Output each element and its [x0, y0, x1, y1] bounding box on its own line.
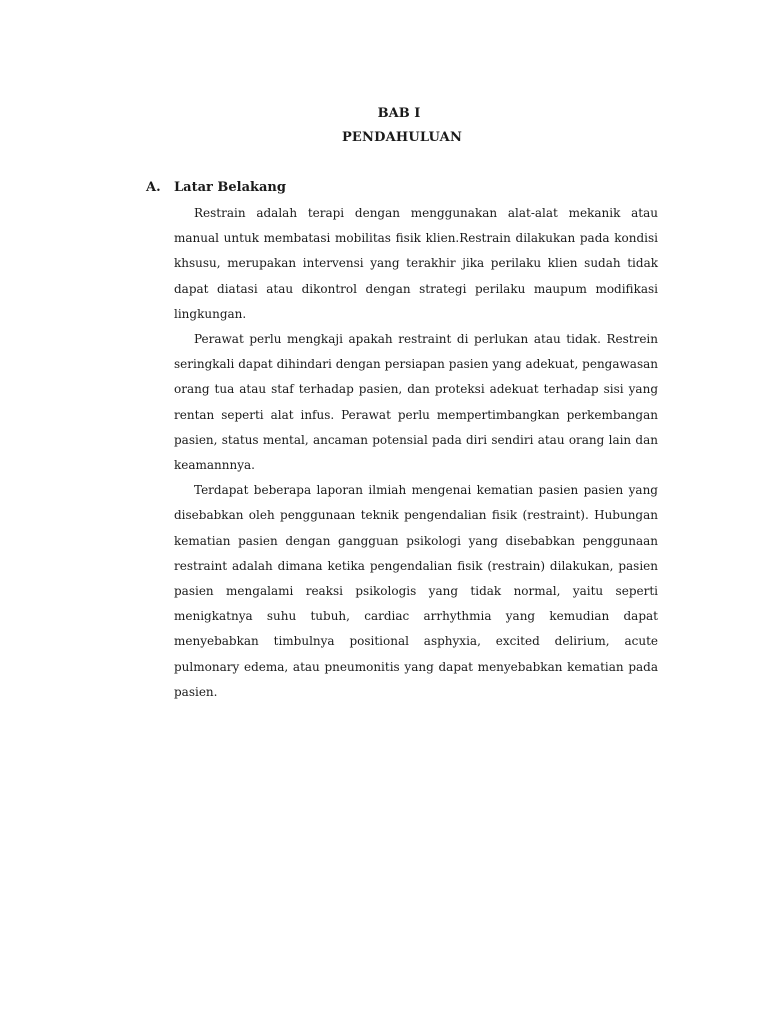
- chapter-number: BAB I: [377, 106, 421, 121]
- paragraph-2: Perawat perlu mengkaji apakah restraint di perlukan atau tidak. Restrein seringkali dapat dihindari dengan persiapan pasien yang adekuat, pengawasan orang tua atau staf terhadap pasien, dan proteksi adekuat terhadap sisi yang rentan seperti alat infus. Perawat perlu mempertimbangkan perkembangan pasien, status mental, ancaman potensial pada diri sendiri atau orang lain dan keamannnya.: [174, 332, 658, 473]
- paragraph-3: Terdapat beberapa laporan ilmiah mengenai kematian pasien pasien yang disebabkan oleh penggunaan teknik pengendalian fisik (restraint). Hubungan kematian pasien dengan gangguan psikologi yang disebabkan penggunaan restraint adalah dimana ketika pengendalian fisik (restrain) dilakukan, pasien pasien mengalami reaksi psikologis yang tidak normal, yaitu seperti menigkatnya suhu tubuh, cardiac arrhythmia yang kemudian dapat menyebabkan timbulnya positional asphyxia, excited delirium, acute pulmonary edema, atau pneumonitis yang dapat menyebabkan kematian pada pasien.: [174, 483, 658, 699]
- section-heading: [146, 178, 286, 198]
- section-letter: A.: [146, 180, 161, 195]
- paragraph-1: Restrain adalah terapi dengan menggunakan alat-alat mekanik atau manual untuk membatasi mobilitas fisik klien.Restrain dilakukan pada kondisi khsusu, merupakan intervensi yang terakhir jika perilaku klien sudah tidak dapat diatasi atau dikontrol dengan strategi perilaku maupum modifikasi lingkungan.: [174, 206, 658, 321]
- section-title: Latar Belakang: [174, 180, 286, 195]
- chapter-title: PENDAHULUAN: [341, 130, 463, 145]
- body-text: [174, 201, 658, 705]
